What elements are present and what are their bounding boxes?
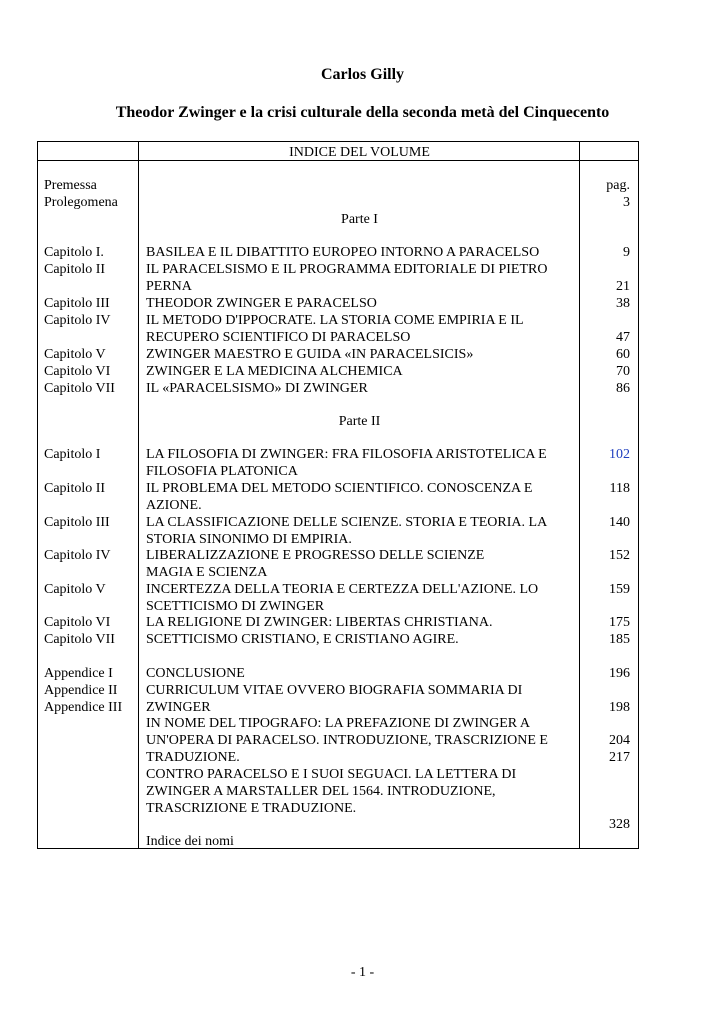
title-line: SCETTICISMO DI ZWINGER	[146, 599, 325, 614]
page-number: 159	[609, 582, 630, 597]
title-line: ZWINGER E LA MEDICINA ALCHEMICA	[146, 364, 403, 379]
title-line: THEODOR ZWINGER E PARACELSO	[146, 296, 377, 311]
title-line: LA FILOSOFIA DI ZWINGER: FRA FILOSOFIA ARISTOTELICA E	[146, 447, 547, 462]
title-line: CONTRO PARACELSO E I SUOI SEGUACI. LA LETTERA DI	[146, 767, 517, 782]
title-line: MAGIA E SCIENZA	[146, 565, 268, 580]
page-number: 21	[616, 279, 630, 294]
label-p1-cap4: Capitolo IV	[44, 313, 111, 328]
page-number: 204	[609, 733, 630, 748]
part-heading-2: Parte II	[338, 414, 381, 429]
footer-page-number: - 1 -	[350, 965, 375, 980]
page-number: 118	[609, 481, 630, 496]
column-divider-2	[579, 142, 580, 848]
title-line: CURRICULUM VITAE OVVERO BIOGRAFIA SOMMARIA DI	[146, 683, 523, 698]
table-heading: INDICE DEL VOLUME	[289, 145, 430, 160]
title-line: UN'OPERA DI PARACELSO. INTRODUZIONE, TRASCRIZIONE E	[146, 733, 548, 748]
label-prolegomena: Prolegomena	[44, 195, 118, 210]
page-number: 196	[609, 666, 630, 681]
column-divider-1	[138, 142, 139, 848]
label-app1: Appendice I	[44, 666, 113, 681]
page-number: 38	[616, 296, 630, 311]
page-number: 60	[616, 347, 630, 362]
label-p2-cap1: Capitolo I	[44, 447, 101, 462]
page-number: 152	[609, 548, 630, 563]
page-number: 328	[609, 817, 630, 832]
page-number: 175	[609, 615, 630, 630]
title-line: ZWINGER	[146, 700, 211, 715]
label-p1-cap1: Capitolo I.	[44, 245, 104, 260]
label-premessa: Premessa	[44, 178, 97, 193]
page-number: 185	[609, 632, 630, 647]
label-p1-cap3: Capitolo III	[44, 296, 110, 311]
title-line: AZIONE.	[146, 498, 202, 513]
page-number: 140	[609, 515, 630, 530]
title-line: IL PROBLEMA DEL METODO SCIENTIFICO. CONOSCENZA E	[146, 481, 533, 496]
title-line: FILOSOFIA PLATONICA	[146, 464, 298, 479]
title-line: LA RELIGIONE DI ZWINGER: LIBERTAS CHRISTIANA.	[146, 615, 493, 630]
title-line: TRADUZIONE.	[146, 750, 240, 765]
label-p2-cap7: Capitolo VII	[44, 632, 115, 647]
index-table	[37, 141, 639, 849]
page-number: 47	[616, 330, 630, 345]
book-title: Theodor Zwinger e la crisi culturale della seconda metà del Cinquecento	[115, 104, 610, 121]
page-number: 9	[623, 245, 630, 260]
title-line: IL «PARACELSISMO» DI ZWINGER	[146, 381, 368, 396]
title-line: STORIA SINONIMO DI EMPIRIA.	[146, 532, 352, 547]
part-heading-1: Parte I	[341, 212, 378, 227]
label-p1-cap2: Capitolo II	[44, 262, 106, 277]
title-line: TRASCRIZIONE E TRADUZIONE.	[146, 801, 357, 816]
title-line: ZWINGER A MARSTALLER DEL 1564. INTRODUZIONE,	[146, 784, 496, 799]
title-line: CONCLUSIONE	[146, 666, 245, 681]
page-number: 70	[616, 364, 630, 379]
title-line: BASILEA E IL DIBATTITO EUROPEO INTORNO A PARACELSO	[146, 245, 540, 260]
title-line: LA CLASSIFICAZIONE DELLE SCIENZE. STORIA E TEORIA. LA	[146, 515, 548, 530]
label-p1-cap6: Capitolo VI	[44, 364, 111, 379]
label-app3: Appendice III	[44, 700, 123, 715]
label-p2-cap2: Capitolo II	[44, 481, 106, 496]
label-p2-cap4: Capitolo IV	[44, 548, 111, 563]
title-line: IN NOME DEL TIPOGRAFO: LA PREFAZIONE DI ZWINGER A	[146, 716, 530, 731]
title-line: Indice dei nomi	[146, 834, 234, 849]
title-line: ZWINGER MAESTRO E GUIDA «IN PARACELSICIS»	[146, 347, 474, 362]
label-p2-cap3: Capitolo III	[44, 515, 110, 530]
title-line: INCERTEZZA DELLA TEORIA E CERTEZZA DELL'AZIONE. LO	[146, 582, 539, 597]
label-p1-cap5: Capitolo V	[44, 347, 106, 362]
title-line: SCETTICISMO CRISTIANO, E CRISTIANO AGIRE.	[146, 632, 459, 647]
page-number: 3	[623, 195, 630, 210]
title-line: RECUPERO SCIENTIFICO DI PARACELSO	[146, 330, 411, 345]
page-number: 217	[609, 750, 630, 765]
title-line: IL METODO D'IPPOCRATE. LA STORIA COME EMPIRIA E IL	[146, 313, 524, 328]
label-p2-cap5: Capitolo V	[44, 582, 106, 597]
title-line: IL PARACELSISMO E IL PROGRAMMA EDITORIALE DI PIETRO	[146, 262, 548, 277]
title-line: PERNA	[146, 279, 192, 294]
label-p1-cap7: Capitolo VII	[44, 381, 115, 396]
page-number: 198	[609, 700, 630, 715]
label-app2: Appendice II	[44, 683, 118, 698]
title-line: LIBERALIZZAZIONE E PROGRESSO DELLE SCIENZE	[146, 548, 485, 563]
label-p2-cap6: Capitolo VI	[44, 615, 111, 630]
pag-label: pag.	[606, 178, 630, 193]
page-number: 102	[609, 447, 630, 462]
page-number: 86	[616, 381, 630, 396]
author-name: Carlos Gilly	[320, 66, 405, 83]
